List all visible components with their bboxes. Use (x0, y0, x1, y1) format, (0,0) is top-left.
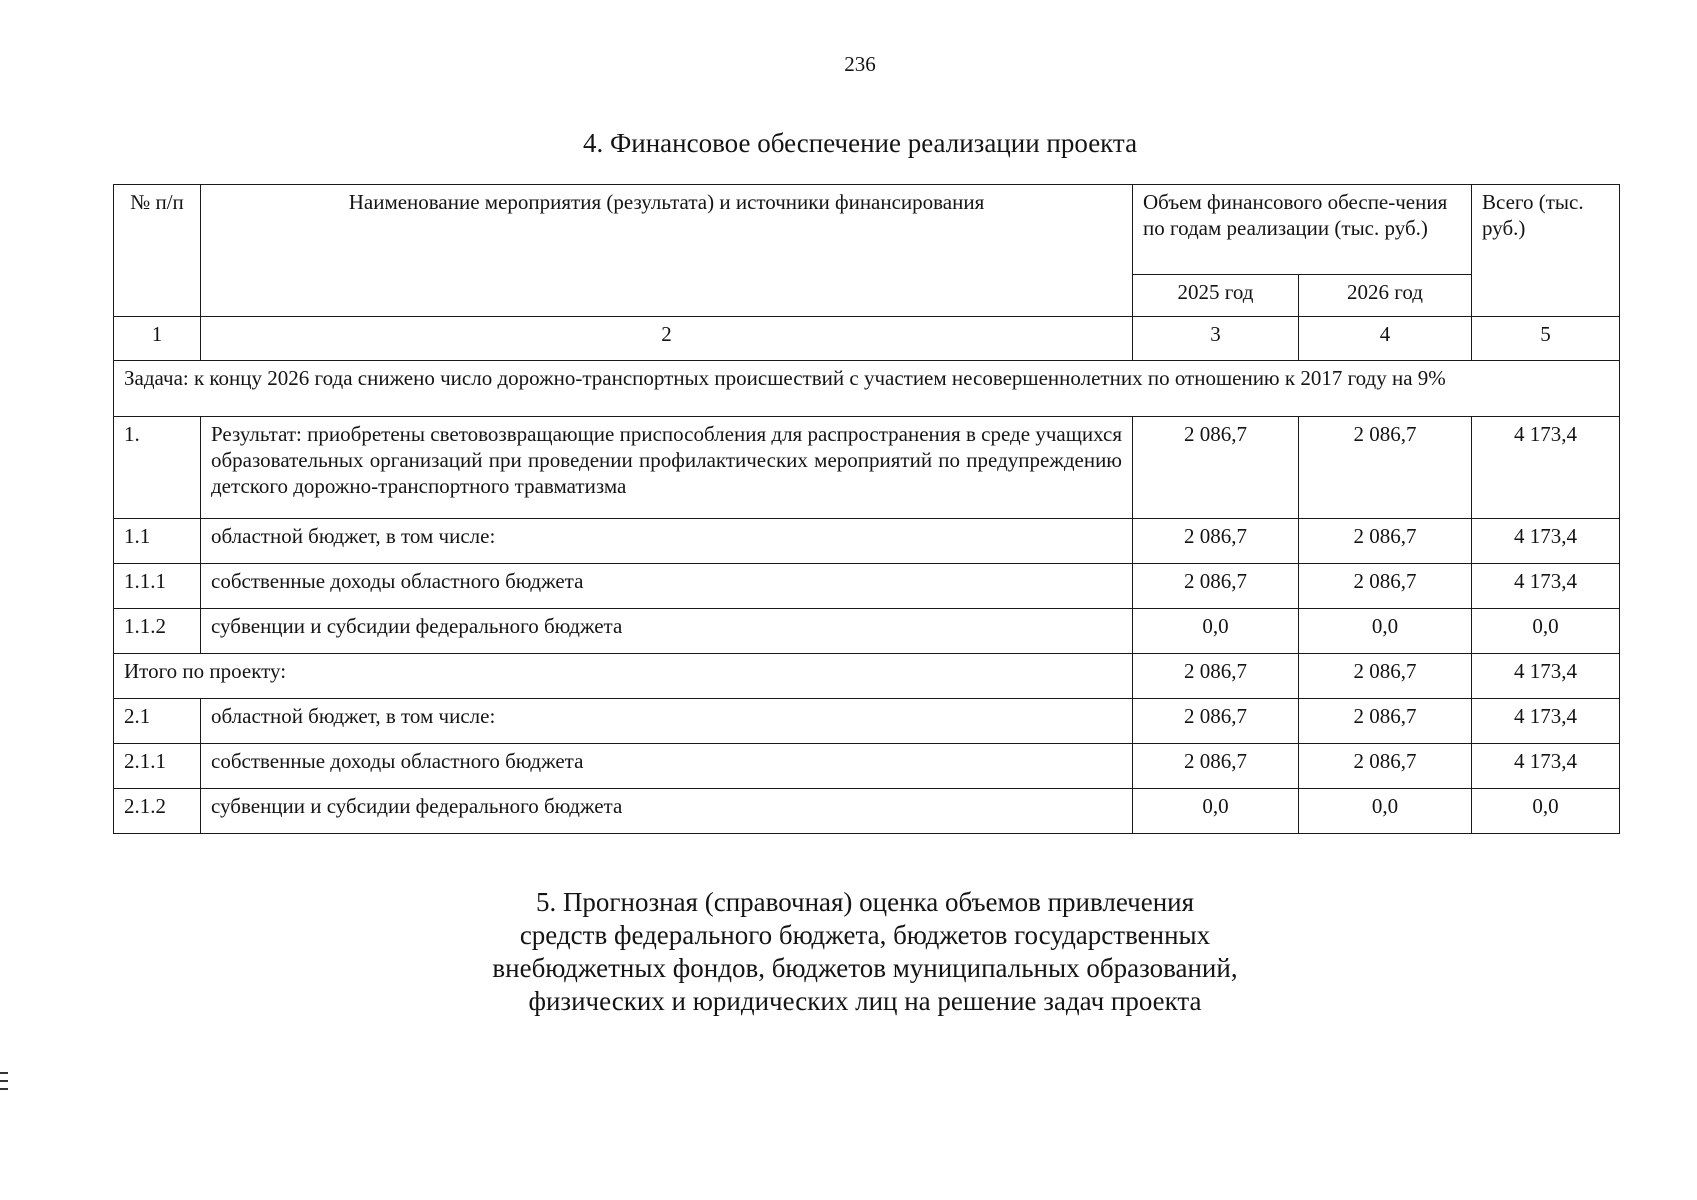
header-year-2025: 2025 год (1133, 275, 1299, 317)
value-2025: 2 086,7 (1133, 654, 1299, 699)
value-2025: 2 086,7 (1133, 564, 1299, 609)
row-number: 1.1.1 (114, 564, 201, 609)
section-5-title-line: средств федерального бюджета, бюджетов государственных (519, 920, 1211, 950)
value-total: 0,0 (1472, 609, 1620, 654)
value-2026: 2 086,7 (1299, 519, 1472, 564)
table-row (114, 699, 1620, 744)
column-number: 2 (201, 317, 1133, 361)
value-2025: 2 086,7 (1133, 417, 1299, 519)
value-2025: 2 086,7 (1133, 744, 1299, 789)
value-total: 4 173,4 (1472, 564, 1620, 609)
header-num: № п/п (114, 185, 201, 317)
table-row (114, 609, 1620, 654)
value-2026: 0,0 (1299, 609, 1472, 654)
page-number: 236 (844, 52, 876, 76)
header-total: Всего (тыс. руб.) (1472, 185, 1620, 317)
value-2026: 2 086,7 (1299, 564, 1472, 609)
row-name: субвенции и субсидии федерального бюджета (201, 789, 1133, 834)
table-header-row (114, 185, 1620, 275)
section-4-title: 4. Финансовое обеспечение реализации проекта (582, 128, 1138, 158)
project-total-label: Итого по проекту: (114, 654, 1133, 699)
value-total: 4 173,4 (1472, 519, 1620, 564)
value-total: 4 173,4 (1472, 417, 1620, 519)
row-name: Результат: приобретены световозвращающие приспособления для распространения в среде учащихся образовательных организаций при проведении профилактических мероприятий по предупреждению детского дорожно-транспортного травматизма (201, 417, 1133, 519)
row-number: 1.1.2 (114, 609, 201, 654)
value-2026: 2 086,7 (1299, 417, 1472, 519)
row-number: 2.1 (114, 699, 201, 744)
table-row (114, 744, 1620, 789)
row-name: собственные доходы областного бюджета (201, 744, 1133, 789)
value-2026: 2 086,7 (1299, 744, 1472, 789)
table-row (114, 519, 1620, 564)
header-year-2026: 2026 год (1299, 275, 1472, 317)
header-volume: Объем финансового обеспе-чения по годам реализации (тыс. руб.) (1133, 185, 1472, 275)
row-name: субвенции и субсидии федерального бюджета (201, 609, 1133, 654)
column-number: 3 (1133, 317, 1299, 361)
task-row (114, 361, 1620, 417)
row-name: областной бюджет, в том числе: (201, 519, 1133, 564)
column-number: 1 (114, 317, 201, 361)
section-5-title (0, 886, 1697, 1018)
value-total: 4 173,4 (1472, 654, 1620, 699)
value-total: 4 173,4 (1472, 699, 1620, 744)
column-number-row (114, 317, 1620, 361)
row-number: 2.1.2 (114, 789, 201, 834)
row-name: областной бюджет, в том числе: (201, 699, 1133, 744)
task-text: Задача: к концу 2026 года снижено число дорожно-транспортных происшествий с участием несовершеннолетних по отношению к 2017 году на 9% (114, 361, 1620, 417)
financing-table (113, 184, 1620, 834)
value-2025: 2 086,7 (1133, 699, 1299, 744)
value-total: 4 173,4 (1472, 744, 1620, 789)
header-name: Наименование мероприятия (результата) и источники финансирования (201, 185, 1133, 317)
section-5-title-line: физических и юридических лиц на решение задач проекта (528, 986, 1202, 1016)
section-5-title-line: 5. Прогнозная (справочная) оценка объемов привлечения (535, 887, 1195, 917)
value-2026: 0,0 (1299, 789, 1472, 834)
column-number: 5 (1472, 317, 1620, 361)
value-2025: 2 086,7 (1133, 519, 1299, 564)
value-2025: 0,0 (1133, 789, 1299, 834)
margin-scan-mark (0, 1072, 8, 1096)
project-total-row (114, 654, 1620, 699)
row-number: 1.1 (114, 519, 201, 564)
table-row (114, 789, 1620, 834)
value-2026: 2 086,7 (1299, 654, 1472, 699)
table-row (114, 564, 1620, 609)
row-number: 2.1.1 (114, 744, 201, 789)
result-row (114, 417, 1620, 519)
row-number: 1. (114, 417, 201, 519)
row-name: собственные доходы областного бюджета (201, 564, 1133, 609)
value-total: 0,0 (1472, 789, 1620, 834)
value-2025: 0,0 (1133, 609, 1299, 654)
column-number: 4 (1299, 317, 1472, 361)
value-2026: 2 086,7 (1299, 699, 1472, 744)
section-5-title-line: внебюджетных фондов, бюджетов муниципальных образований, (492, 953, 1238, 983)
